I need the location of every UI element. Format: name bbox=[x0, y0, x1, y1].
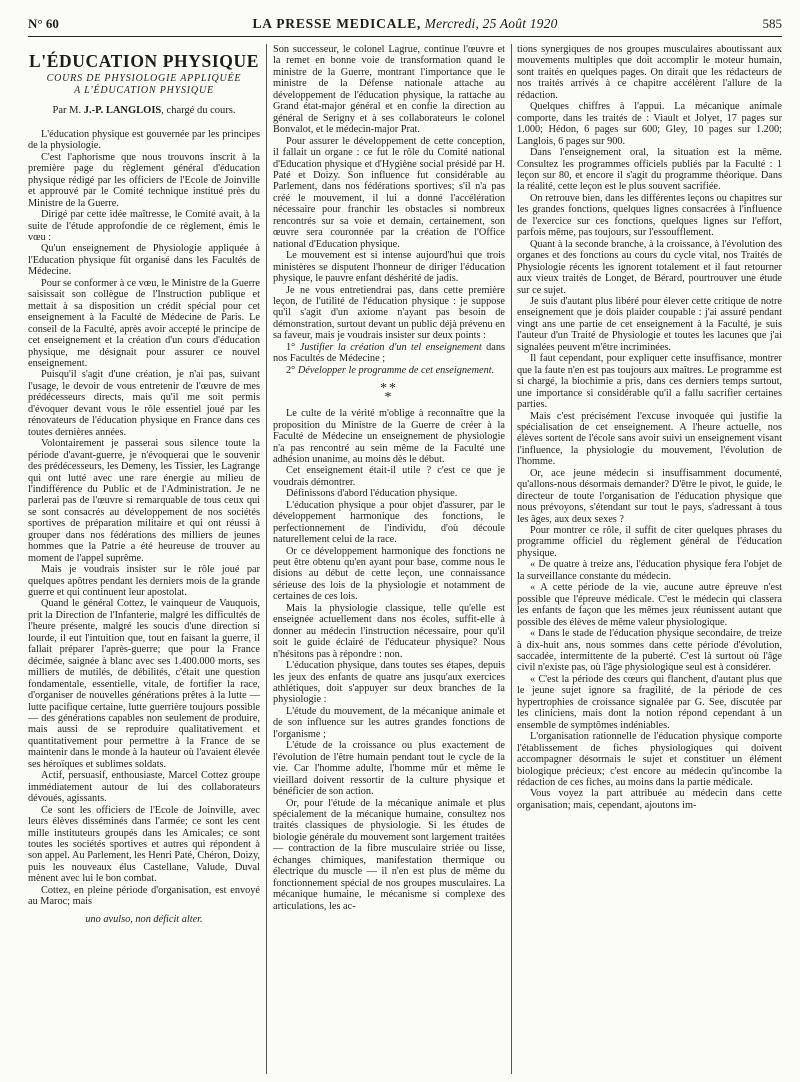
article-author bbox=[28, 105, 260, 116]
list-item bbox=[273, 342, 505, 365]
paragraph: Il faut cependant, pour expliquer cette insuffisance, montrer que la faute n'en est pas toujours aux maîtres. Le programme est si chargé, la biochimie a pris, dans ces derniers temps surtout, une importance si considérable qu'il a fallu sacrifier certaines parties. bbox=[517, 353, 782, 411]
column-2 bbox=[273, 44, 505, 1074]
paragraph: Mais c'est précisément l'excuse invoquée qui justifie la spécialisation de cet enseignement. A l'heure actuelle, nos élèves sortent de l'école sans avoir suivi un enseignement visant l'influence, la physiologie du mouvement, l'évolution de l'homme. bbox=[517, 410, 782, 468]
paragraph: Le mouvement est si intense aujourd'hui que trois ministères se disputent l'honneur de diriger l'éducation physique, le pauvre enfant déshérité de jadis. bbox=[273, 250, 505, 285]
paragraph: Définissons d'abord l'éducation physique. bbox=[286, 488, 458, 500]
paragraph: Je ne vous entretiendrai pas, dans cette première leçon, de l'utilité de l'éducation physique : je suppose qu'il s'agit d'un axiome n'ayant pas besoin de démonstration, surtout devant un public déjà prévenu en sa faveur, mais je voudrais insister sur deux points : bbox=[273, 284, 505, 342]
paragraph: Puisqu'il s'agit d'une création, je n'ai pas, suivant l'usage, le devoir de vous entretenir de l'œuvre de mes prédécesseurs directs, mais qu'il me soit permis d'évoquer devant vous le rôle essentiel joué par les rénovateurs de l'éducation physique en France dans ces toutes dernières années. bbox=[28, 369, 260, 438]
author-prefix: Par M. bbox=[52, 105, 82, 117]
paragraph: L'étude du mouvement, de la mécanique animale et de son influence sur les autres grandes fonctions de l'organisme ; bbox=[273, 705, 505, 740]
list-text-tail: dans nos Facultés de Médecine ; bbox=[273, 341, 505, 365]
paragraph: Or, pour l'étude de la mécanique animale et plus spécialement de la mécanique humaine, consultez nos traités classiques de physiologie. Si les études de biologie générale du mouvement sont largement traitées — contraction de la fibre musculaire striée ou lisse, échanges chimiques, manifestation thermique ou électrique du muscle — il n'en est plus de même du fonctionnement spécial de nos groupes musculaires. La mécanique humaine, le mécanisme si complexe des articulations, les ac- bbox=[273, 797, 505, 912]
paragraph: L'éducation physique a pour objet d'assurer, par le développement harmonique des fonctions, le perfectionnement de l'individu, d'où découle naturellement celui de la race. bbox=[273, 499, 505, 546]
paragraph: Dans l'enseignement oral, la situation est la même. Consultez les programmes officiels publiés par la Faculté : 1 leçon sur 80, et encore il s'agit du programme théorique. Dans la réalité, cette leçon est le plus souvent sacrifiée. bbox=[517, 147, 782, 193]
paragraph: Pour se conformer à ce vœu, le Ministre de la Guerre saisissait son collègue de l'Instruction publique et mettait à sa disposition un crédit spécial pour cet enseignement à la Faculté de Médecine de Paris. Le conseil de la Faculté, après avoir accepté le principe de cet enseignement et la création d'un cours d'éducation physique, me désignait pour assurer ce nouvel enseignement. bbox=[28, 277, 260, 369]
issue-date: Mercredi, 25 Août 1920 bbox=[424, 16, 558, 31]
list-number: 2° bbox=[286, 364, 296, 376]
author-name: J.-P. LANGLOIS bbox=[83, 105, 162, 117]
paragraph: Or ce développement harmonique des fonctions ne peut être obtenu qu'en ayant pour base, comme nous le disions au début de cette leçon, une connaissance sérieuse des lois de la physiologie et notamment de certaines de ces lois. bbox=[273, 545, 505, 603]
paragraph: Ce sont les officiers de l'Ecole de Joinville, avec leurs élèves disséminés dans l'armée; ce sont les cent mille instituteurs groupés dans les Amicales; ce sont toutes les sociétés sportives et autres qui répondent à son appel. Au Parlement, les Henri Paté, Chéron, Doizy, puis les nouveaux élus Castellane, Valude, Duval mènent avec lui le bon combat. bbox=[28, 804, 260, 885]
author-role: , chargé du cours. bbox=[161, 105, 236, 117]
paragraph: Quand le général Cottez, le vainqueur de Vauquois, prit la Direction de l'Infanterie, malgré les difficultés de l'heure présente, malgré les soucis d'une direction si lourde, il eut l'intuition que, tout en faisant la guerre, il fallait préparer l'après-guerre; que pour la France décimée, saignée à blanc avec ses 1.400.000 morts, ses milliers de mutilés, de débilités, c'était une question fondamentale, essentielle, vitale, de fortifier la race, d'organiser de nouvelles générations prêtes à la lutte — lutte pacifique certaine, lutte guerrière toujours possible — des générations capables non seulement de produire, mais aussi de se reproduire qualitativement et quantitativement pour permettre à la France de se maintenir dans le monde à la hauteur où l'avaient élevée ses héroïques et sublimes soldats. bbox=[28, 598, 260, 770]
paragraph: On retrouve bien, dans les différentes leçons ou chapitres sur les grandes fonctions, quelques lignes consacrées à l'influence de l'exercice sur ces fonctions, quelques lignes sur l'effort, parfois même, pas toujours, sur l'essoufflement. bbox=[517, 192, 782, 239]
paragraph: Pour assurer le développement de cette conception, il fallait un organe : ce fut le rôle du Comité national d'Education physique et d'Hygiène social présidé par H. Paté et Doizy. Son influence fut considérable au Parlement, dans nos fédérations sportives; s'il n'a pas créé le mouvement, il lui a donné l'accélération nécessaire pour franchir les obstacles si nombreux rencontrés sur sa voie et demain, certainement, son œuvre sera couronnée par la création de l'Office national d'Education physique. bbox=[273, 135, 505, 250]
paragraph: L'organisation rationnelle de l'éducation physique comporte l'établissement de fiches physiologiques qui doivent accompagner désormais le sujet et constituer un élément biologique précieux; c'est encore au médecin qu'incombe la rédaction de ces fiches, au moins dans la partie médicale. bbox=[517, 731, 782, 788]
paragraph: Qu'un enseignement de Physiologie appliquée à l'Education physique fût organisé dans les Facultés de Médecine. bbox=[28, 243, 260, 278]
paragraph: L'éducation physique est gouvernée par les principes de la physiologie. bbox=[28, 128, 260, 152]
paragraph: Mais je voudrais insister sur le rôle joué par quelques apôtres pendant les derniers mois de la grande guerre et qui continuent leur apostolat. bbox=[28, 564, 260, 599]
paragraph: Quelques chiffres à l'appui. La mécanique animale comporte, dans les traités de : Viault et Jolyet, 17 pages sur 1.000; Hédon, 6 pages sur 600; Gley, 10 pages sur 1.200; Langlois, 6 pages sur 900. bbox=[517, 101, 782, 147]
paragraph: C'est l'aphorisme que nous trouvons inscrit à la première page du règlement général d'éducation physique rédigé par les officiers de l'Ecole de Joinville et approuvé par le Comité technique institué près du Ministre de la Guerre. bbox=[28, 151, 260, 209]
paragraph: L'éducation physique, dans toutes ses étapes, depuis les jeux des enfants de quatre ans jusqu'aux exercices athlétiques, doit s'appuyer sur deux branches de la physiologie : bbox=[273, 660, 505, 706]
column-divider-1 bbox=[266, 44, 267, 1074]
paragraph: Le culte de la vérité m'oblige à reconnaître que la proposition du Ministre de la Guerre de créer à la Faculté de Médecine un enseignement de physiologie n'a pas rencontré au sein même de la Faculté une adhésion unanime, au moins dès le début. bbox=[273, 408, 505, 465]
quoted-paragraph: « C'est la période des cœurs qui flanchent, d'autant plus que le jeune sujet ignore sa fragilité, de la période de ces hypertrophies de croissance signalée par G. See, discutée par les cliniciens, mais dont la notion répond cependant à un ensemble de symptômes indéniables. bbox=[517, 673, 782, 731]
paragraph: Mais la physiologie classique, telle qu'elle est enseignée actuellement dans nos écoles, suffit-elle à donner au médecin l'instruction nécessaire, pour qu'il soit le guide éclairé de l'éducateur physique? Nous n'hésitons pas à répondre : non. bbox=[273, 602, 505, 660]
quoted-paragraph: « A cette période de la vie, aucune autre épreuve n'est possible que l'épreuve médicale. C'est le médecin qui classera les enfants de façon que les mêmes jeux réunissent autant que possible des élèves de même valeur physiologique. bbox=[517, 582, 782, 628]
journal-name: LA PRESSE MEDICALE, bbox=[252, 16, 422, 31]
column-divider-2 bbox=[511, 44, 512, 1074]
column-1 bbox=[28, 44, 260, 1074]
paragraph: Je suis d'autant plus libéré pour élever cette critique de notre enseignement que je dois plaider coupable : j'ai assuré pendant vingt ans une partie de cet enseignement à la Faculté, je suis l'auteur d'un Traité de Physiologie et toutes les lacunes que j'ai signalées peuvent m'être incriminées. bbox=[517, 295, 782, 353]
paragraph: L'étude de la croissance ou plus exactement de l'évolution de l'être humain pendant tout le cycle de la vie. Car l'homme adulte, l'homme mûr et même le vieillard doivent ressortir de la culture physique et bénéficier de son action. bbox=[273, 740, 505, 798]
paragraph: Cet enseignement était-il utile ? c'est ce que je voudrais démontrer. bbox=[273, 465, 505, 488]
paragraph: Quant à la seconde branche, à la croissance, à l'évolution des organes et des fonctions au cours du cycle vital, nos Traités de Physiologie récents les ignorent totalement et il faut retourner aux vieux traités de Longet, de Bérard, pourtrouver une étude sur ce sujet. bbox=[517, 238, 782, 296]
column-3 bbox=[517, 44, 782, 1074]
article-subtitle-1: COURS DE PHYSIOLOGIE APPLIQUÉE bbox=[46, 73, 242, 85]
page-header bbox=[28, 14, 782, 37]
page-number: 585 bbox=[762, 16, 782, 31]
section-asterism: ** * bbox=[380, 381, 398, 406]
list-item bbox=[273, 365, 505, 376]
quoted-paragraph: « De quatre à treize ans, l'éducation physique fera l'objet de la surveillance constante du médecin. bbox=[517, 559, 782, 582]
paragraph: Cottez, en pleine période d'organisation, est envoyé au Maroc; mais bbox=[28, 884, 260, 908]
paragraph: tions synergiques de nos groupes musculaires aboutissant aux mouvements multiples que doit accomplir le moteur humain, sont traités en quelques pages. On dirait que les rédacteurs de nos traités arrivés à ce chapitre accélèrent l'allure de la rédaction. bbox=[517, 44, 782, 101]
paragraph: Vous voyez la part attribuée au médecin dans cette organisation; mais, cependant, ajoutons im- bbox=[517, 788, 782, 811]
latin-quote: uno avulso, non déficit alter. bbox=[85, 913, 203, 925]
issue-number: N° 60 bbox=[28, 16, 59, 31]
article-title: L'ÉDUCATION PHYSIQUE bbox=[29, 51, 259, 71]
paragraph: Dirigé par cette idée maîtresse, le Comité avait, à la suite de l'étude approfondie de ce règlement, émis le vœu : bbox=[28, 209, 260, 243]
article-subtitle-2: A L'ÉDUCATION PHYSIQUE bbox=[74, 85, 214, 97]
list-text: Justifier la création d'un tel enseignement bbox=[299, 341, 482, 353]
running-head bbox=[28, 16, 782, 32]
quoted-paragraph: « Dans le stade de l'éducation physique secondaire, de treize à dix-huit ans, nous sommes dans cette période d'évolution, saccadée, intermittente de la puberté. C'est là surtout où l'âge civil n'existe pas, où l'âge physiologique seul est à considérer. bbox=[517, 628, 782, 674]
paragraph: Son successeur, le colonel Lagrue, continue l'œuvre et la remet en bonne voie de transformation quand le ministre de la Guerre, montrant l'importance que le ministre de la Défense nationale attache au développement de l'éducation physique, la rattache au Grand état-major général et en confie la direction au général de Serigny et à ses collaborateurs le colonel Bonvalot, et le médecin-major Prat. bbox=[273, 44, 505, 136]
list-text: Développer le programme de cet enseignement. bbox=[297, 364, 495, 376]
paragraph: Volontairement je passerai sous silence toute la période d'avant-guerre, je n'évoquerai que le souvenir des prédécesseurs, les Demeny, les Tissier, les Lagrange qui ont lutté avec une rare énergie au milieu de l'indifférence du Public et de l'Administration. Je ne parlerai pas de l'œuvre si remarquable de tous ceux qui se sont consacrés au développement de nos sociétés sportives de préparation militaire et qui ont réussi à grouper dans nos fédérations des milliers de jeunes hommes que la Patrie a été heureuse de trouver au moment de l'appel suprême. bbox=[28, 438, 260, 564]
paragraph: Actif, persuasif, enthousiaste, Marcel Cottez groupe immédiatement autour de lui des collaborateurs dévoués, agissants. bbox=[28, 770, 260, 805]
list-number: 1° bbox=[286, 341, 296, 353]
paragraph: Or, ace jeune médecin si insuffisamment documenté, qu'allons-nous désormais demander? D'être le pivot, le guide, le directeur de toute l'organisation de l'éducation physique que nous prévoyons, s'étendant sur tout le pays, s'adressant à tous les âges, aux deux sexes ? bbox=[517, 467, 782, 525]
paragraph: Pour montrer ce rôle, il suffit de citer quelques phrases du programme officiel du règlement général de l'éducation physique. bbox=[517, 525, 782, 559]
